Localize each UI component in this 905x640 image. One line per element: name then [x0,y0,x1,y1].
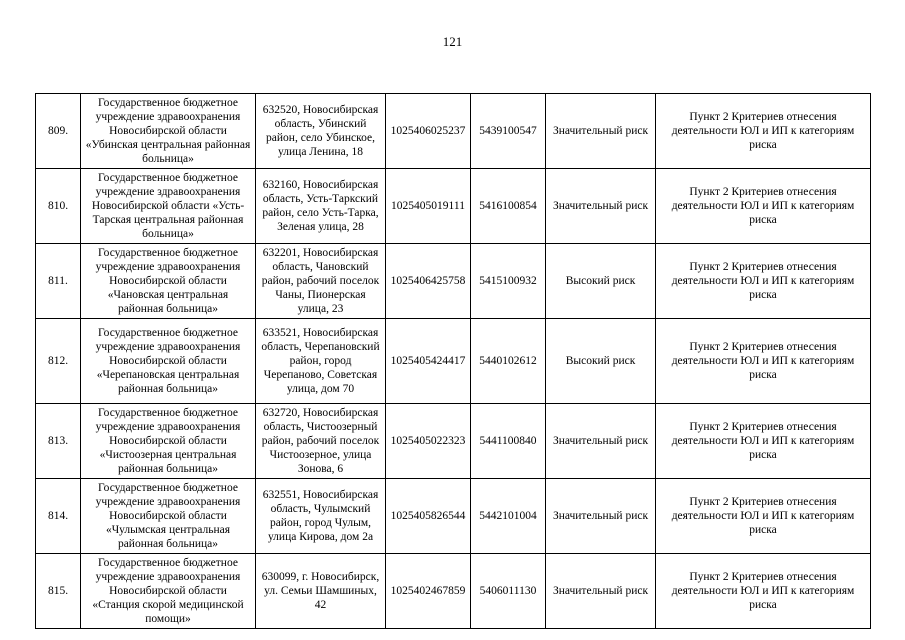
row-number-cell: 812. [36,319,81,404]
inn-cell: 5440102612 [471,319,546,404]
risk-category-cell: Значительный риск [546,94,656,169]
table-row [36,244,871,319]
ogrn-cell: 1025406025237 [386,94,471,169]
address-cell: 632160, Новосибирская область, Усть-Таркский район, село Усть-Тарка, Зеленая улица, 28 [256,169,386,244]
table-row [36,404,871,479]
risk-category-cell: Значительный риск [546,479,656,554]
table-row [36,319,871,404]
ogrn-cell: 1025406425758 [386,244,471,319]
table-row [36,479,871,554]
risk-category-cell: Высокий риск [546,319,656,404]
row-number-cell: 813. [36,404,81,479]
page-number: 121 [442,34,463,49]
row-number-cell: 811. [36,244,81,319]
inn-cell: 5441100840 [471,404,546,479]
risk-criteria-cell: Пункт 2 Критериев отнесения деятельности ЮЛ и ИП к категориям риска [656,319,871,404]
risk-category-cell: Значительный риск [546,404,656,479]
risk-criteria-cell: Пункт 2 Критериев отнесения деятельности ЮЛ и ИП к категориям риска [656,404,871,479]
institution-name-cell: Государственное бюджетное учреждение здравоохранения Новосибирской области «Чановская центральная районная больница» [81,244,256,319]
risk-registry-table [35,93,871,629]
ogrn-cell: 1025405019111 [386,169,471,244]
ogrn-cell: 1025402467859 [386,554,471,629]
ogrn-cell: 1025405826544 [386,479,471,554]
risk-criteria-cell: Пункт 2 Критериев отнесения деятельности ЮЛ и ИП к категориям риска [656,169,871,244]
institution-name-cell: Государственное бюджетное учреждение здравоохранения Новосибирской области «Усть-Тарская центральная районная больница» [81,169,256,244]
row-number-cell: 810. [36,169,81,244]
inn-cell: 5439100547 [471,94,546,169]
risk-category-cell: Значительный риск [546,169,656,244]
row-number-cell: 814. [36,479,81,554]
table-row [36,169,871,244]
address-cell: 633521, Новосибирская область, Черепановский район, город Черепаново, Советская улица, дом 70 [256,319,386,404]
address-cell: 632520, Новосибирская область, Убинский район, село Убинское, улица Ленина, 18 [256,94,386,169]
ogrn-cell: 1025405022323 [386,404,471,479]
risk-category-cell: Значительный риск [546,554,656,629]
row-number-cell: 815. [36,554,81,629]
address-cell: 632551, Новосибирская область, Чулымский район, город Чулым, улица Кирова, дом 2а [256,479,386,554]
risk-criteria-cell: Пункт 2 Критериев отнесения деятельности ЮЛ и ИП к категориям риска [656,244,871,319]
institution-name-cell: Государственное бюджетное учреждение здравоохранения Новосибирской области «Убинская центральная районная больница» [81,94,256,169]
row-number-cell: 809. [36,94,81,169]
risk-criteria-cell: Пункт 2 Критериев отнесения деятельности ЮЛ и ИП к категориям риска [656,94,871,169]
institution-name-cell: Государственное бюджетное учреждение здравоохранения Новосибирской области «Станция скорой медицинской помощи» [81,554,256,629]
inn-cell: 5415100932 [471,244,546,319]
inn-cell: 5406011130 [471,554,546,629]
institution-name-cell: Государственное бюджетное учреждение здравоохранения Новосибирской области «Черепановская центральная районная больница» [81,319,256,404]
institution-name-cell: Государственное бюджетное учреждение здравоохранения Новосибирской области «Чулымская центральная районная больница» [81,479,256,554]
table-row [36,94,871,169]
risk-criteria-cell: Пункт 2 Критериев отнесения деятельности ЮЛ и ИП к категориям риска [656,554,871,629]
address-cell: 632720, Новосибирская область, Чистоозерный район, рабочий поселок Чистоозерное, улица Зонова, 6 [256,404,386,479]
address-cell: 630099, г. Новосибирск, ул. Семьи Шамшиных, 42 [256,554,386,629]
risk-category-cell: Высокий риск [546,244,656,319]
institution-name-cell: Государственное бюджетное учреждение здравоохранения Новосибирской области «Чистоозерная центральная районная больница» [81,404,256,479]
table-row [36,554,871,629]
inn-cell: 5416100854 [471,169,546,244]
risk-criteria-cell: Пункт 2 Критериев отнесения деятельности ЮЛ и ИП к категориям риска [656,479,871,554]
address-cell: 632201, Новосибирская область, Чановский район, рабочий поселок Чаны, Пионерская улица, 23 [256,244,386,319]
ogrn-cell: 1025405424417 [386,319,471,404]
inn-cell: 5442101004 [471,479,546,554]
